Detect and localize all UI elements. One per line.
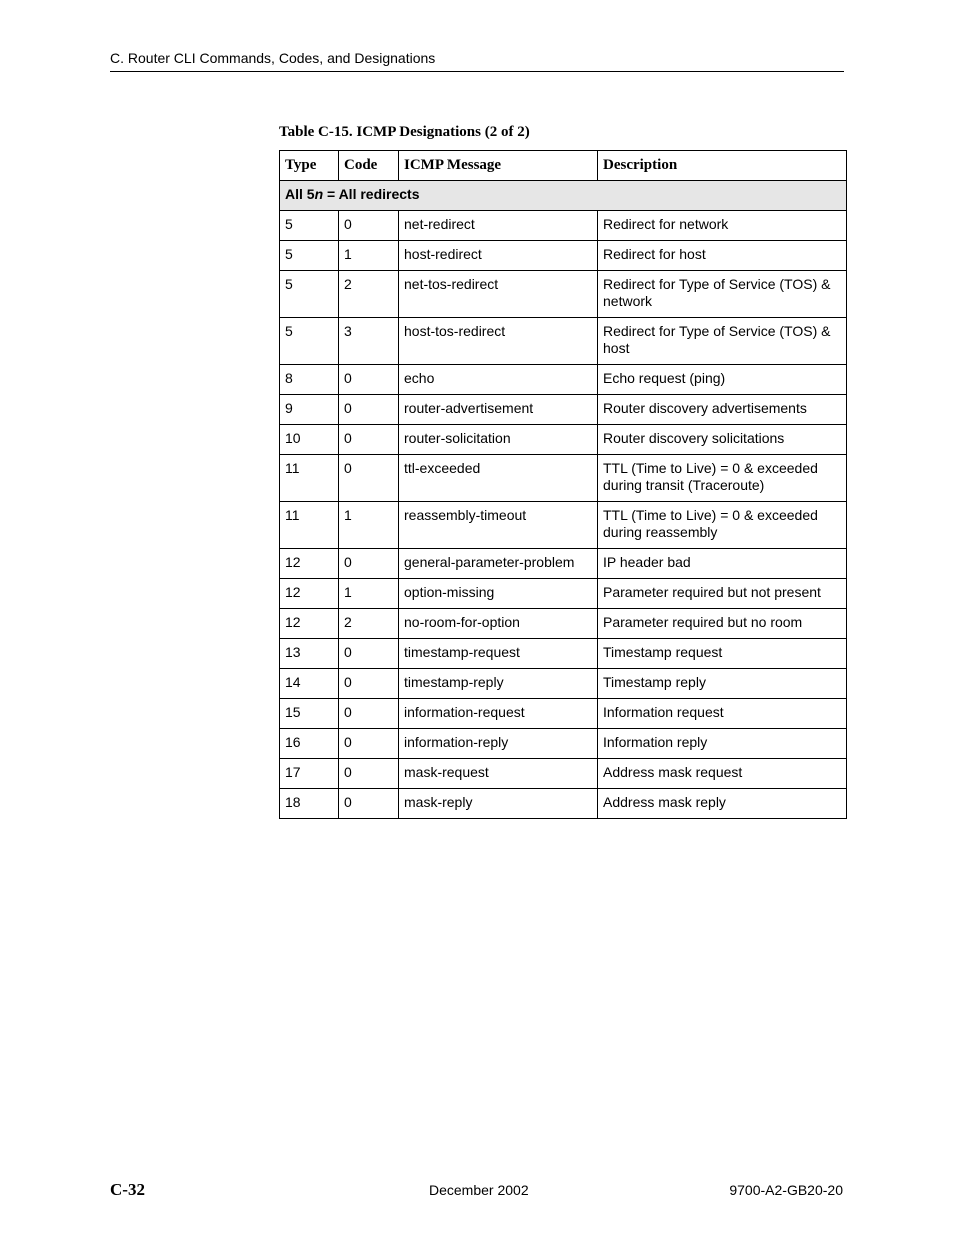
cell-icmp-message: no-room-for-option: [399, 609, 598, 639]
footer-page-number: C-32: [110, 1180, 145, 1199]
cell-icmp-message: echo: [399, 365, 598, 395]
cell-icmp-message: information-request: [399, 699, 598, 729]
cell-code: 0: [339, 549, 399, 579]
table-row: [280, 211, 847, 241]
cell-description: Redirect for Type of Service (TOS) & host: [598, 318, 847, 365]
cell-description: Information request: [598, 699, 847, 729]
cell-icmp-message: general-parameter-problem: [399, 549, 598, 579]
footer-document-number: 9700-A2-GB20-20: [729, 1182, 843, 1198]
cell-type: 16: [280, 729, 339, 759]
cell-code: 1: [339, 241, 399, 271]
cell-type: 8: [280, 365, 339, 395]
cell-description: Address mask reply: [598, 789, 847, 819]
cell-icmp-message: mask-reply: [399, 789, 598, 819]
cell-code: 0: [339, 669, 399, 699]
cell-icmp-message: router-solicitation: [399, 425, 598, 455]
table-row: [280, 549, 847, 579]
cell-code: 0: [339, 729, 399, 759]
cell-icmp-message: host-redirect: [399, 241, 598, 271]
cell-type: 15: [280, 699, 339, 729]
cell-code: 0: [339, 211, 399, 241]
cell-code: 0: [339, 365, 399, 395]
cell-type: 10: [280, 425, 339, 455]
table-row: [280, 609, 847, 639]
table-row: [280, 241, 847, 271]
cell-description: Parameter required but not present: [598, 579, 847, 609]
cell-icmp-message: timestamp-reply: [399, 669, 598, 699]
cell-icmp-message: net-redirect: [399, 211, 598, 241]
icmp-designations-table: [279, 150, 847, 819]
cell-type: 5: [280, 318, 339, 365]
cell-code: 0: [339, 425, 399, 455]
cell-description: TTL (Time to Live) = 0 & exceeded during transit (Traceroute): [598, 455, 847, 502]
cell-code: 0: [339, 759, 399, 789]
cell-code: 2: [339, 609, 399, 639]
cell-icmp-message: information-reply: [399, 729, 598, 759]
column-header-icmp-message: ICMP Message: [399, 151, 598, 181]
cell-code: 1: [339, 502, 399, 549]
table-row: [280, 425, 847, 455]
table-row: [280, 502, 847, 549]
cell-type: 9: [280, 395, 339, 425]
table-row: [280, 395, 847, 425]
cell-description: Redirect for Type of Service (TOS) & network: [598, 271, 847, 318]
cell-description: Parameter required but no room: [598, 609, 847, 639]
cell-description: TTL (Time to Live) = 0 & exceeded during reassembly: [598, 502, 847, 549]
cell-code: 0: [339, 395, 399, 425]
table-row: [280, 455, 847, 502]
cell-type: 5: [280, 271, 339, 318]
cell-icmp-message: ttl-exceeded: [399, 455, 598, 502]
group-label-variable: n: [314, 186, 324, 202]
column-header-code: Code: [339, 151, 399, 181]
table-row: [280, 669, 847, 699]
column-header-type: Type: [280, 151, 339, 181]
cell-code: 3: [339, 318, 399, 365]
cell-type: 14: [280, 669, 339, 699]
table-row: [280, 271, 847, 318]
footer-date: December 2002: [429, 1182, 529, 1198]
table-caption: Table C-15. ICMP Designations (2 of 2): [279, 124, 530, 140]
cell-description: Redirect for host: [598, 241, 847, 271]
cell-description: Router discovery advertisements: [598, 395, 847, 425]
cell-icmp-message: net-tos-redirect: [399, 271, 598, 318]
cell-icmp-message: reassembly-timeout: [399, 502, 598, 549]
group-label-prefix: All 5: [285, 186, 315, 202]
running-header-title: C. Router CLI Commands, Codes, and Designations: [110, 50, 436, 66]
cell-code: 0: [339, 639, 399, 669]
cell-type: 12: [280, 609, 339, 639]
cell-icmp-message: host-tos-redirect: [399, 318, 598, 365]
table-row: [280, 789, 847, 819]
cell-icmp-message: timestamp-request: [399, 639, 598, 669]
table-row: [280, 729, 847, 759]
cell-code: 0: [339, 455, 399, 502]
cell-code: 0: [339, 699, 399, 729]
cell-type: 18: [280, 789, 339, 819]
cell-icmp-message: mask-request: [399, 759, 598, 789]
cell-description: Redirect for network: [598, 211, 847, 241]
cell-type: 17: [280, 759, 339, 789]
table-row: [280, 759, 847, 789]
cell-description: Information reply: [598, 729, 847, 759]
cell-description: IP header bad: [598, 549, 847, 579]
table-row: [280, 318, 847, 365]
cell-code: 2: [339, 271, 399, 318]
cell-code: 1: [339, 579, 399, 609]
cell-description: Echo request (ping): [598, 365, 847, 395]
group-label-suffix: = All redirects: [323, 186, 420, 202]
cell-type: 5: [280, 241, 339, 271]
cell-type: 11: [280, 455, 339, 502]
column-header-description: Description: [598, 151, 847, 181]
cell-type: 11: [280, 502, 339, 549]
table-row: [280, 639, 847, 669]
cell-type: 12: [280, 549, 339, 579]
cell-icmp-message: option-missing: [399, 579, 598, 609]
group-row-redirects: [280, 181, 847, 211]
cell-type: 12: [280, 579, 339, 609]
table-row: [280, 579, 847, 609]
table-row: [280, 699, 847, 729]
cell-description: Timestamp request: [598, 639, 847, 669]
cell-code: 0: [339, 789, 399, 819]
cell-description: Address mask request: [598, 759, 847, 789]
cell-type: 13: [280, 639, 339, 669]
cell-type: 5: [280, 211, 339, 241]
header-rule: [110, 71, 844, 72]
cell-description: Timestamp reply: [598, 669, 847, 699]
table-header-row: [280, 151, 847, 181]
group-label: [280, 181, 847, 211]
cell-description: Router discovery solicitations: [598, 425, 847, 455]
table-row: [280, 365, 847, 395]
cell-icmp-message: router-advertisement: [399, 395, 598, 425]
